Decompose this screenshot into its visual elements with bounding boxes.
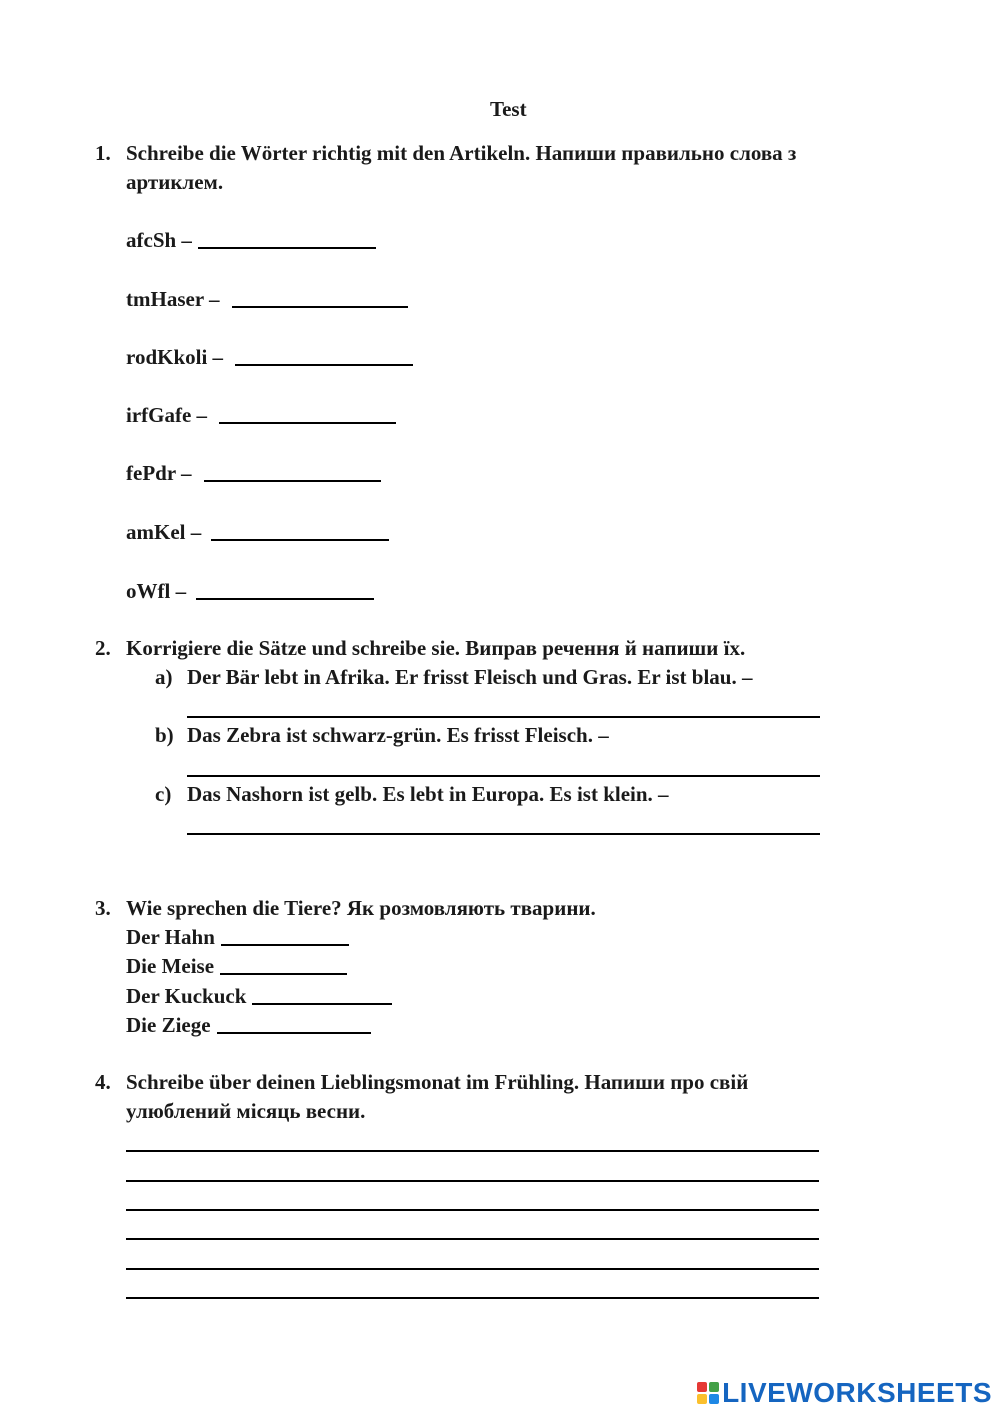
logo-icon [697, 1382, 719, 1404]
task4-instruction: Schreibe über deinen Lieblingsmonat im Frühling. Напиши про свій [126, 1070, 749, 1094]
writing-line[interactable] [126, 1268, 819, 1270]
animal-name: Die Meise [126, 954, 215, 978]
scrambled-word: fePdr – [126, 461, 192, 485]
writing-line[interactable] [126, 1180, 819, 1182]
task4-number: 4. [95, 1070, 111, 1094]
answer-line[interactable] [187, 716, 820, 718]
answer-blank[interactable] [204, 480, 381, 482]
item-letter: c) [155, 782, 172, 806]
sentence-text: Der Bär lebt in Afrika. Er frisst Fleisch und Gras. Er ist blau. – [187, 665, 753, 689]
logo-tile [697, 1382, 707, 1392]
writing-line[interactable] [126, 1238, 819, 1240]
task4-instruction-cont: улюблений місяць весни. [126, 1099, 366, 1123]
writing-line[interactable] [126, 1297, 819, 1299]
word-row [126, 399, 396, 429]
scrambled-word: oWfl – [126, 579, 187, 603]
animal-name: Der Kuckuck [126, 984, 247, 1008]
task3-number: 3. [95, 896, 111, 920]
word-row [126, 224, 376, 254]
task2-instruction: Korrigiere die Sätze und schreibe sie. Виправ речення й напиши їх. [126, 636, 746, 660]
word-row [126, 341, 413, 371]
answer-blank[interactable] [196, 598, 374, 600]
answer-blank[interactable] [232, 306, 408, 308]
answer-blank[interactable] [211, 539, 389, 541]
answer-blank[interactable] [221, 944, 349, 946]
sentence-text: Das Nashorn ist gelb. Es lebt in Europa. Es ist klein. – [187, 782, 669, 806]
animal-name: Die Ziege [126, 1013, 211, 1037]
animal-name: Der Hahn [126, 925, 215, 949]
logo-tile [709, 1394, 719, 1404]
scrambled-word: afcSh – [126, 228, 192, 252]
scrambled-word: amKel – [126, 520, 202, 544]
answer-line[interactable] [187, 775, 820, 777]
word-row [126, 283, 408, 313]
task3-instruction: Wie sprechen die Tiere? Як розмовляють тварини. [126, 896, 596, 920]
answer-blank[interactable] [198, 247, 376, 249]
animal-row [126, 950, 347, 980]
word-row [126, 516, 389, 546]
scrambled-word: irfGafe – [126, 403, 208, 427]
animal-row [126, 921, 349, 951]
scrambled-word: rodKkoli – [126, 345, 224, 369]
answer-blank[interactable] [220, 973, 347, 975]
answer-blank[interactable] [252, 1003, 392, 1005]
answer-blank[interactable] [235, 364, 413, 366]
answer-line[interactable] [187, 833, 820, 835]
sentence-text: Das Zebra ist schwarz-grün. Es frisst Fleisch. – [187, 723, 609, 747]
page-title: Test [490, 97, 527, 121]
answer-blank[interactable] [219, 422, 396, 424]
task1-number: 1. [95, 141, 111, 165]
writing-line[interactable] [126, 1150, 819, 1152]
logo-text: LIVEWORKSHEETS [722, 1377, 992, 1408]
writing-line[interactable] [126, 1209, 819, 1211]
item-letter: b) [155, 723, 174, 747]
animal-row [126, 1009, 371, 1039]
task1-instruction-cont: артиклем. [126, 170, 224, 194]
word-row [126, 575, 374, 605]
answer-blank[interactable] [217, 1032, 371, 1034]
item-letter: a) [155, 665, 173, 689]
task1-instruction: Schreibe die Wörter richtig mit den Artikeln. Напиши правильно слова з [126, 141, 797, 165]
scrambled-word: tmHaser – [126, 287, 220, 311]
logo-tile [697, 1394, 707, 1404]
word-row [126, 457, 381, 487]
animal-row [126, 980, 392, 1010]
logo-tile [709, 1382, 719, 1392]
liveworksheets-logo [697, 1379, 992, 1407]
task2-number: 2. [95, 636, 111, 660]
